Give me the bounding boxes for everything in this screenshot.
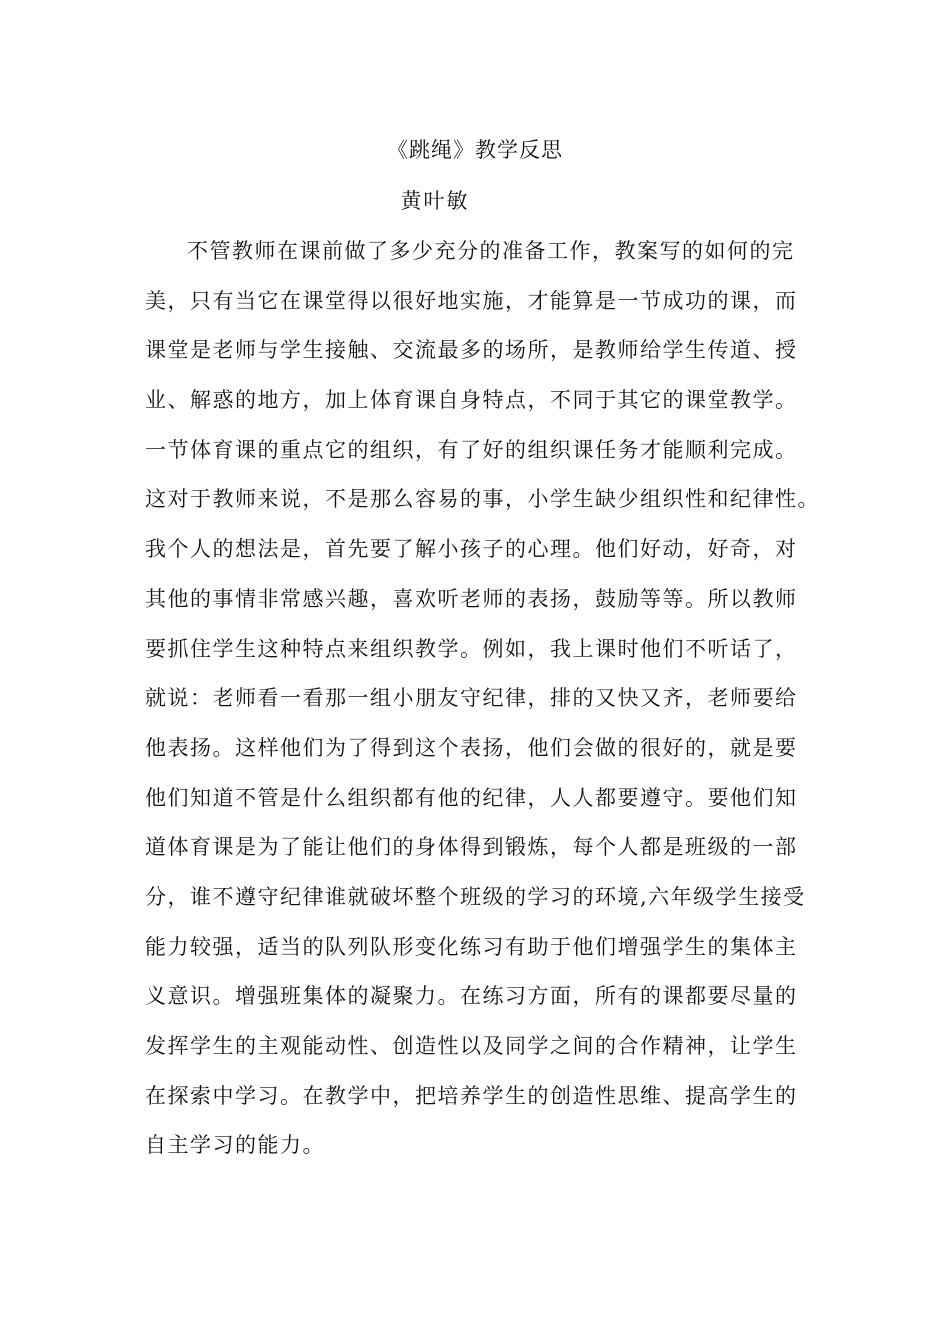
- body-line: 能力较强，适当的队列队形变化练习有助于他们增强学生的集体主: [145, 934, 798, 959]
- body-line: 我个人的想法是，首先要了解小孩子的心理。他们好动，好奇，对: [145, 537, 798, 562]
- body-line: 就说：老师看一看那一组小朋友守纪律，排的又快又齐，老师要给: [145, 686, 798, 711]
- body-line: 业、解惑的地方，加上体育课自身特点，不同于其它的课堂教学。: [145, 388, 798, 413]
- body-line: 他们知道不管是什么组织都有他的纪律，人人都要遵守。要他们知: [145, 785, 798, 810]
- body-line: 分，谁不遵守纪律谁就破坏整个班级的学习的环境,六年级学生接受: [145, 884, 806, 909]
- body-line: 发挥学生的主观能动性、创造性以及同学之间的合作精神，让学生: [145, 1034, 798, 1058]
- body-line: 一节体育课的重点它的组织，有了好的组织课任务才能顺利完成。: [145, 437, 798, 462]
- body-line: 道体育课是为了能让他们的身体得到锻炼，每个人都是班级的一部: [145, 835, 798, 860]
- body-line: 这对于教师来说，不是那么容易的事，小学生缺少组织性和纪律性。: [145, 487, 820, 512]
- document-title: 《跳绳》教学反思: [387, 138, 563, 162]
- body-line: 义意识。增强班集体的凝聚力。在练习方面，所有的课都要尽量的: [145, 984, 798, 1009]
- document-author: 黄叶敏: [400, 189, 470, 213]
- body-line: 自主学习的能力。: [145, 1133, 325, 1158]
- body-line: 课堂是老师与学生接触、交流最多的场所，是教师给学生传道、授: [145, 338, 798, 363]
- body-line: 要抓住学生这种特点来组织教学。例如，我上课时他们不听话了，: [145, 636, 798, 661]
- body-line: 不管教师在课前做了多少充分的准备工作，教案写的如何的完: [187, 239, 795, 263]
- body-line: 美，只有当它在课堂得以很好地实施，才能算是一节成功的课，而: [145, 288, 798, 313]
- document-body: [145, 235, 835, 1179]
- body-line: 他表扬。这样他们为了得到这个表扬，他们会做的很好的，就是要: [145, 735, 798, 760]
- body-line: 其他的事情非常感兴趣，喜欢听老师的表扬，鼓励等等。所以教师: [145, 586, 798, 611]
- body-line: 在探索中学习。在教学中，把培养学生的创造性思维、提高学生的: [145, 1083, 798, 1108]
